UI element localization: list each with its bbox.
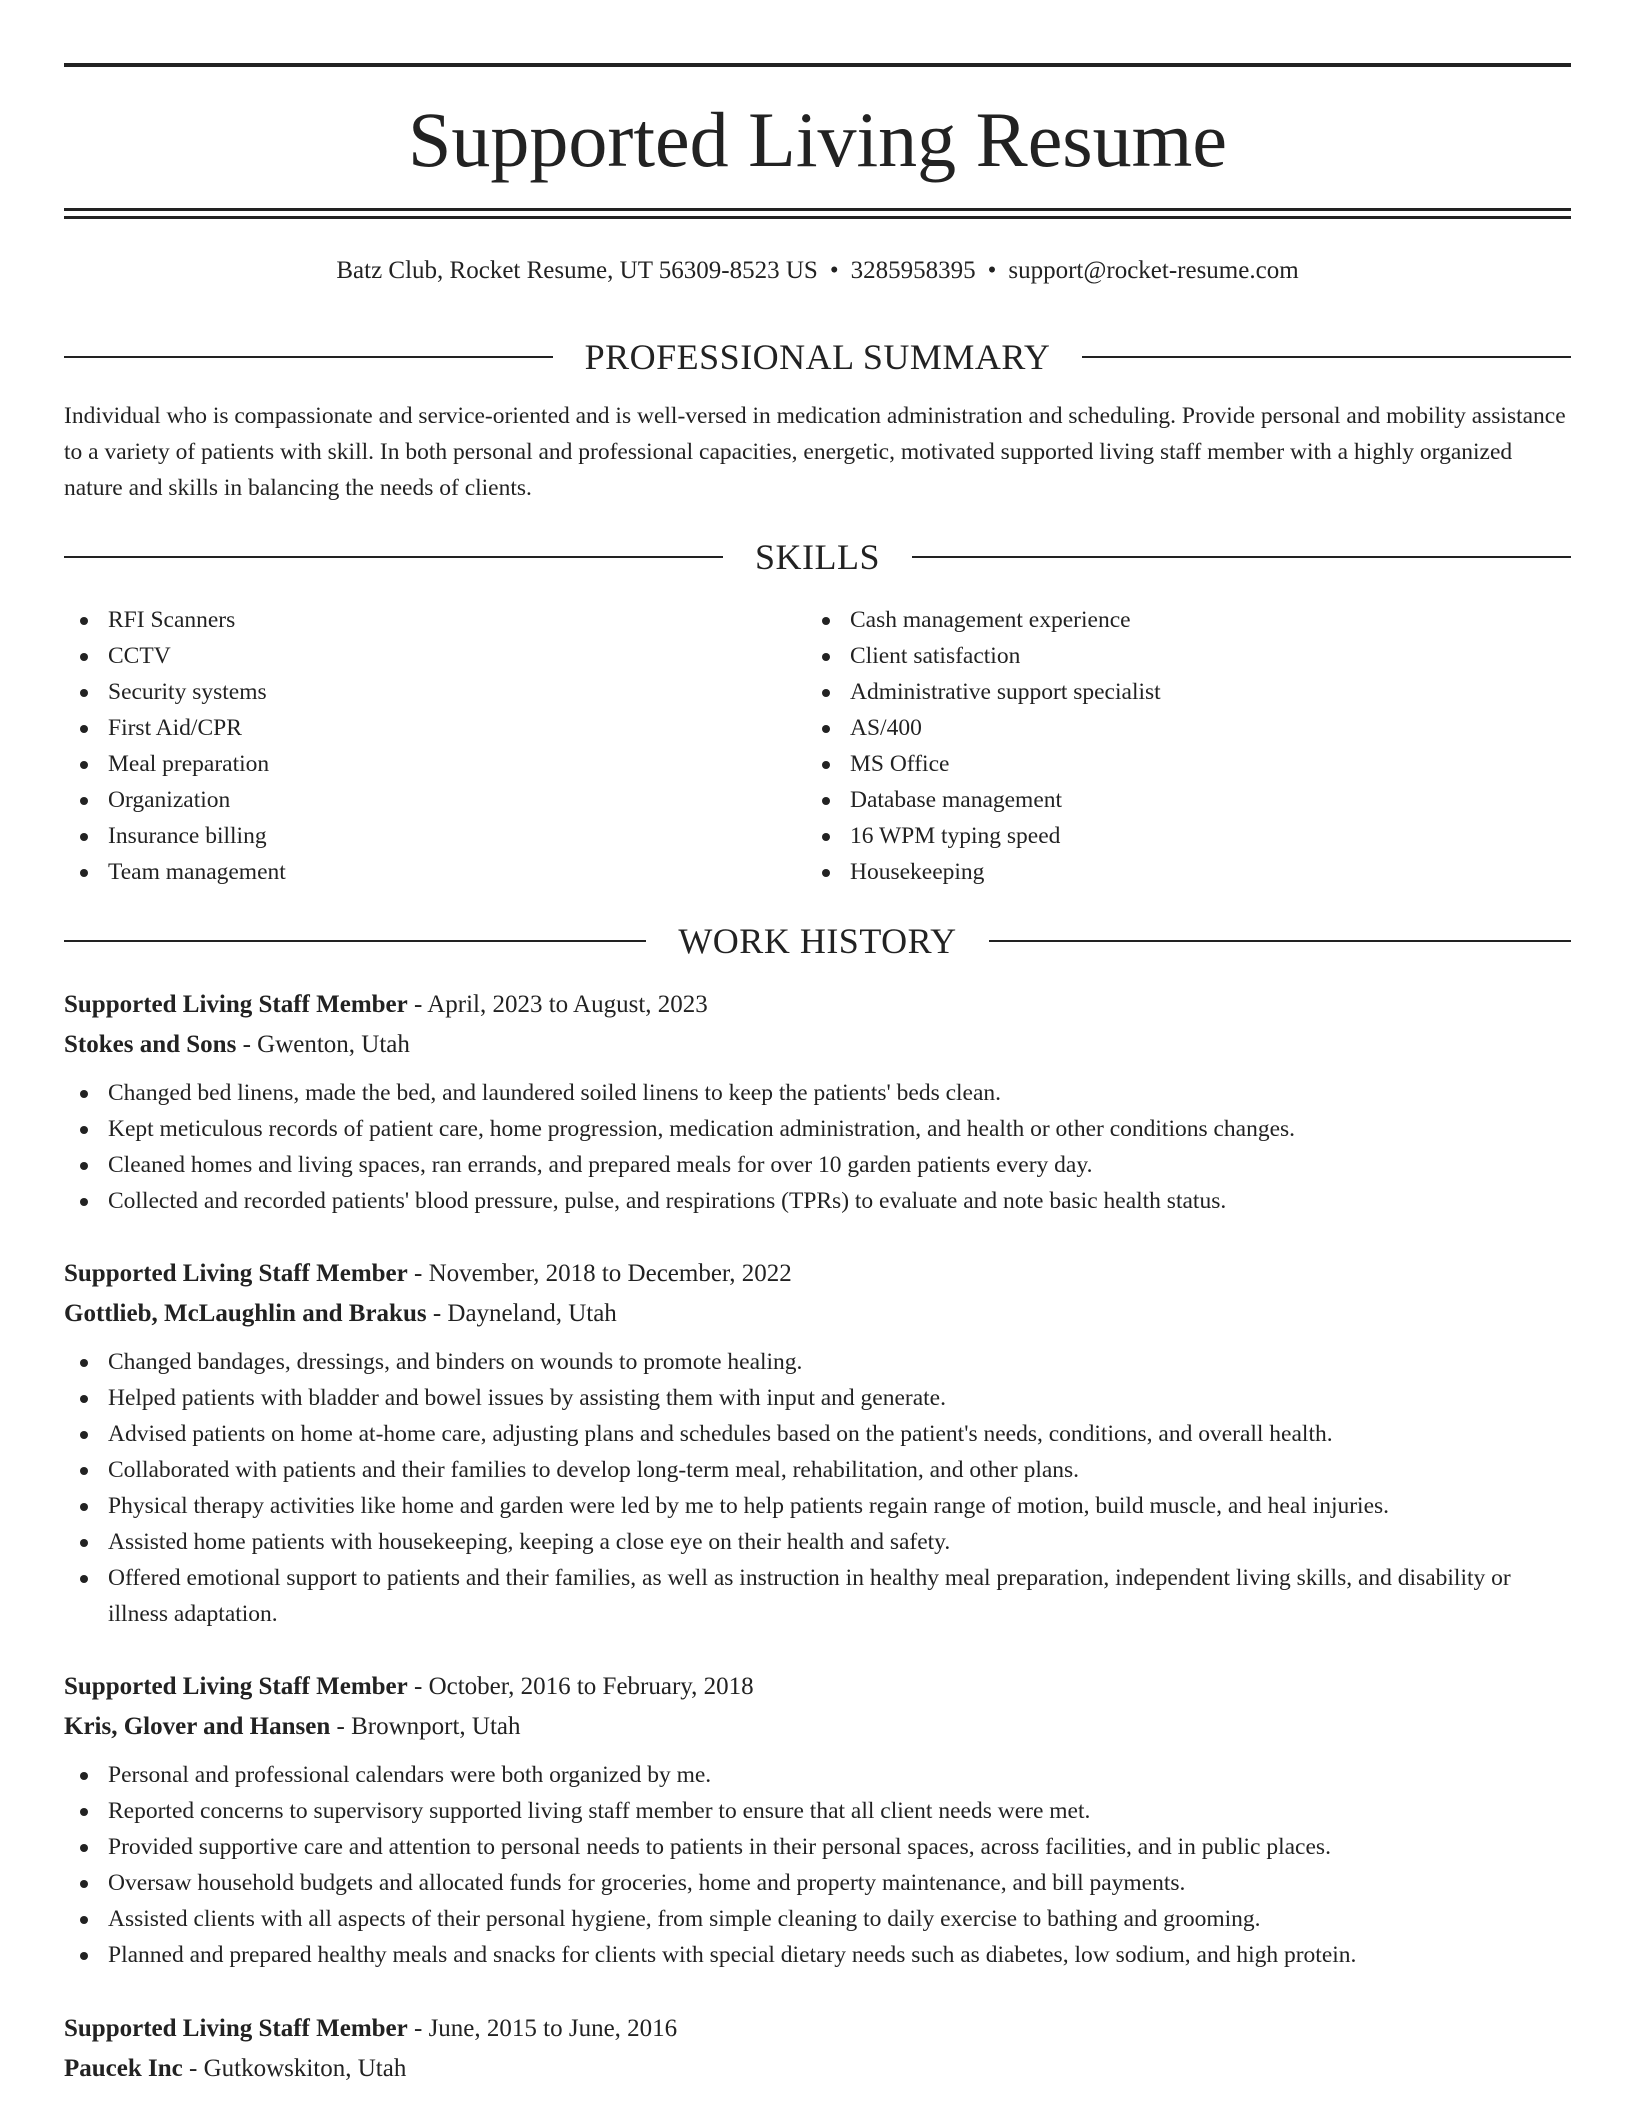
job-title-line xyxy=(64,1254,1571,1294)
resume-title: Supported Living Resume xyxy=(408,96,1227,183)
job-title-line xyxy=(64,1667,1571,1707)
contact-separator: • xyxy=(987,257,997,284)
job-company-line xyxy=(64,2049,1571,2089)
work-history-heading xyxy=(64,921,1571,961)
skill-item: Team management xyxy=(64,854,764,890)
heading-rule xyxy=(1082,356,1571,358)
skill-item: Cash management experience xyxy=(806,602,1566,638)
job-bullet: Changed bed linens, made the bed, and laundered soiled linens to keep the patients' beds clean. xyxy=(64,1075,1571,1111)
job-company: Gottlieb, McLaughlin and Brakus xyxy=(64,1300,427,1327)
contact-line xyxy=(64,255,1571,287)
job-bullets xyxy=(64,1757,1571,1973)
job-bullet: Collaborated with patients and their families to develop long-term meal, rehabilitation, and other plans. xyxy=(64,1452,1571,1488)
job-location: Gwenton, Utah xyxy=(257,1031,410,1058)
dash-separator: - xyxy=(407,2015,429,2042)
skills-list-left xyxy=(64,602,764,890)
job-company-line xyxy=(64,1294,1571,1334)
job-bullet: Provided supportive care and attention to personal needs to patients in their personal spaces, across facilities, and in public places. xyxy=(64,1829,1571,1865)
job-bullet: Reported concerns to supervisory supported living staff member to ensure that all client needs were met. xyxy=(64,1793,1571,1829)
job-title-line xyxy=(64,2009,1571,2049)
job-title: Supported Living Staff Member xyxy=(64,1673,408,1700)
job-dates: April, 2023 to August, 2023 xyxy=(427,991,708,1018)
dash-separator: - xyxy=(182,2055,204,2082)
dash-separator: - xyxy=(407,991,428,1018)
job-bullet: Kept meticulous records of patient care, home progression, medication administration, and health or other conditions changes. xyxy=(64,1111,1571,1147)
job-entry xyxy=(64,1667,1571,1973)
skill-item: RFI Scanners xyxy=(64,602,764,638)
job-company-line xyxy=(64,1707,1571,1747)
section-heading-label: SKILLS xyxy=(755,537,881,577)
job-company: Paucek Inc xyxy=(64,2055,183,2082)
skill-item: Meal preparation xyxy=(64,746,764,782)
job-entry xyxy=(64,985,1571,1219)
job-bullet: Changed bandages, dressings, and binders on wounds to promote healing. xyxy=(64,1344,1571,1380)
dash-separator: - xyxy=(330,1713,352,1740)
dash-separator: - xyxy=(426,1300,448,1327)
job-bullet: Collected and recorded patients' blood pressure, pulse, and respirations (TPRs) to evaluate and note basic health status. xyxy=(64,1183,1571,1219)
professional-summary-heading xyxy=(64,337,1571,377)
job-bullet: Personal and professional calendars were both organized by me. xyxy=(64,1757,1571,1793)
job-company-line xyxy=(64,1025,1571,1065)
heading-rule xyxy=(64,356,553,358)
summary-text: Individual who is compassionate and service-oriented and is well-versed in medication administration and scheduling. Provide personal and mobility assistance to a variety of patients with skill. In both personal and professional capacities, energetic, motivated supported living staff member with a highly organized nature and skills in balancing the needs of clients. xyxy=(64,403,1566,501)
job-bullet: Offered emotional support to patients and their families, as well as instruction in healthy meal preparation, independent living skills, and disability or illness adaptation. xyxy=(64,1560,1571,1632)
job-dates: November, 2018 to December, 2022 xyxy=(428,1260,792,1287)
skill-item: Insurance billing xyxy=(64,818,764,854)
section-heading-label: PROFESSIONAL SUMMARY xyxy=(584,337,1051,377)
job-bullets xyxy=(64,1075,1571,1219)
dash-separator: - xyxy=(407,1260,429,1287)
job-bullet: Helped patients with bladder and bowel issues by assisting them with input and generate. xyxy=(64,1380,1571,1416)
skill-item: Housekeeping xyxy=(806,854,1566,890)
heading-rule xyxy=(64,556,723,558)
job-location: Dayneland, Utah xyxy=(447,1300,617,1327)
job-bullet: Oversaw household budgets and allocated funds for groceries, home and property maintenance, and bill payments. xyxy=(64,1865,1571,1901)
contact-email: support@rocket-resume.com xyxy=(1008,257,1299,284)
heading-rule xyxy=(64,940,646,942)
dash-separator: - xyxy=(407,1673,429,1700)
job-title-line xyxy=(64,985,1571,1025)
job-location: Brownport, Utah xyxy=(351,1713,521,1740)
skills-list-right xyxy=(806,602,1566,890)
job-dates: October, 2016 to February, 2018 xyxy=(428,1673,754,1700)
skill-item: 16 WPM typing speed xyxy=(806,818,1566,854)
job-entry xyxy=(64,2009,1571,2089)
dash-separator: - xyxy=(236,1031,258,1058)
skill-item: Administrative support specialist xyxy=(806,674,1566,710)
title-rule-upper xyxy=(64,208,1571,211)
job-bullet: Planned and prepared healthy meals and snacks for clients with special dietary needs such as diabetes, low sodium, and high protein. xyxy=(64,1937,1571,1973)
heading-rule xyxy=(912,556,1571,558)
job-company: Kris, Glover and Hansen xyxy=(64,1713,331,1740)
skill-item: Client satisfaction xyxy=(806,638,1566,674)
title-rule-lower xyxy=(64,216,1571,219)
job-entry xyxy=(64,1254,1571,1632)
job-title: Supported Living Staff Member xyxy=(64,1260,408,1287)
skill-item: Database management xyxy=(806,782,1566,818)
job-bullet: Assisted clients with all aspects of their personal hygiene, from simple cleaning to daily exercise to bathing and grooming. xyxy=(64,1901,1571,1937)
heading-rule xyxy=(989,940,1571,942)
skill-item: First Aid/CPR xyxy=(64,710,764,746)
skill-item: Organization xyxy=(64,782,764,818)
contact-phone: 3285958395 xyxy=(850,257,976,284)
job-location: Gutkowskiton, Utah xyxy=(203,2055,407,2082)
skill-item: MS Office xyxy=(806,746,1566,782)
contact-separator: • xyxy=(829,257,839,284)
top-rule xyxy=(64,63,1571,67)
contact-address: Batz Club, Rocket Resume, UT 56309-8523 US xyxy=(336,257,818,284)
job-bullet: Physical therapy activities like home and garden were led by me to help patients regain range of motion, build muscle, and heal injuries. xyxy=(64,1488,1571,1524)
job-bullets xyxy=(64,1344,1571,1632)
job-bullet: Advised patients on home at-home care, adjusting plans and schedules based on the patient's needs, conditions, and overall health. xyxy=(64,1416,1571,1452)
skill-item: Security systems xyxy=(64,674,764,710)
job-title: Supported Living Staff Member xyxy=(64,2015,408,2042)
job-company: Stokes and Sons xyxy=(64,1031,237,1058)
section-heading-label: WORK HISTORY xyxy=(678,921,957,961)
skill-item: AS/400 xyxy=(806,710,1566,746)
job-dates: June, 2015 to June, 2016 xyxy=(428,2015,678,2042)
job-bullet: Cleaned homes and living spaces, ran errands, and prepared meals for over 10 garden patients every day. xyxy=(64,1147,1571,1183)
job-title: Supported Living Staff Member xyxy=(64,991,408,1018)
skill-item: CCTV xyxy=(64,638,764,674)
skills-heading xyxy=(64,537,1571,577)
job-bullet: Assisted home patients with housekeeping, keeping a close eye on their health and safety. xyxy=(64,1524,1571,1560)
